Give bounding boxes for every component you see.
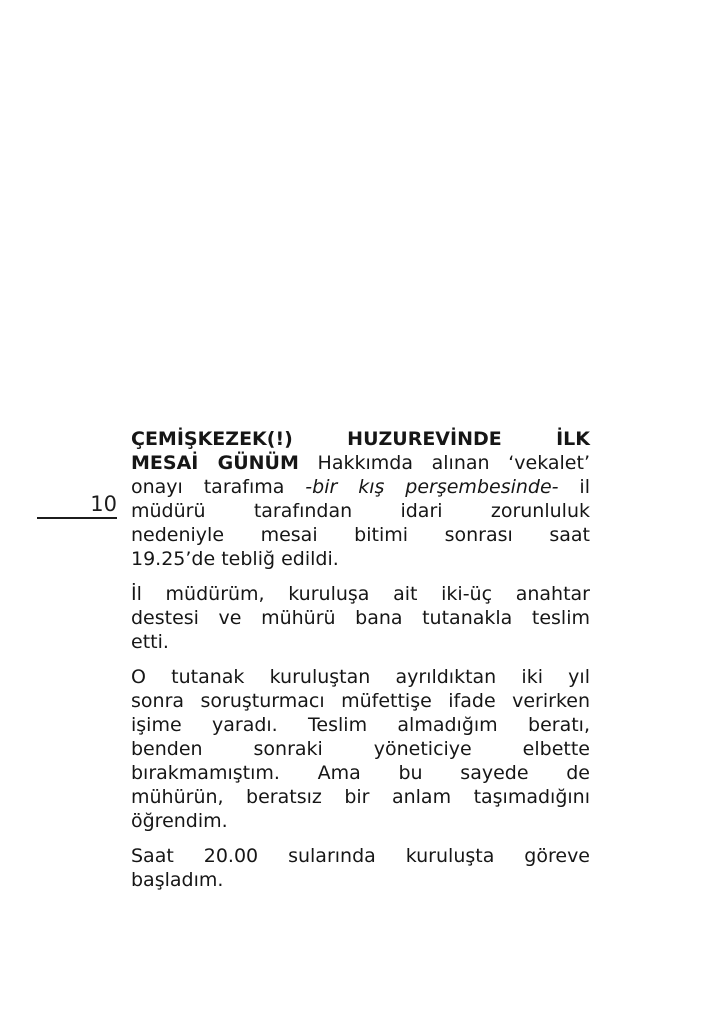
text-line	[131, 689, 590, 713]
paragraph	[131, 427, 590, 571]
body-text: öğrendim.	[131, 810, 228, 832]
text-line	[131, 427, 590, 451]
body-text: başladım.	[131, 869, 224, 891]
text-line	[131, 606, 590, 630]
body-text: etti.	[131, 631, 169, 653]
text-line	[131, 582, 590, 606]
heading-text: ÇEMİŞKEZEK(!) HUZUREVİNDE İLK	[131, 428, 590, 450]
text-line	[131, 547, 590, 571]
italic-text: -bir kış perşembesinde-	[305, 476, 559, 498]
body-text: bırakmamıştım. Ama bu sayede de	[131, 762, 590, 784]
text-line	[131, 809, 590, 833]
text-line	[131, 665, 590, 689]
body-text: mühürün, beratsız bir anlam taşımadığını	[131, 786, 590, 808]
body-text: il	[558, 476, 590, 498]
body-text: onayı tarafıma	[131, 476, 306, 498]
text-line	[131, 868, 590, 892]
body-text: O tutanak kuruluştan ayrıldıktan iki yıl	[131, 666, 590, 688]
text-line	[131, 761, 590, 785]
paragraph	[131, 844, 590, 892]
text-line	[131, 523, 590, 547]
text-line	[131, 713, 590, 737]
body-text: sonra soruşturmacı müfettişe ifade verirken	[131, 690, 590, 712]
body-text: 19.25’de tebliğ edildi.	[131, 548, 339, 570]
text-line	[131, 737, 590, 761]
body-text: benden sonraki yöneticiye elbette	[131, 738, 590, 760]
page-number-rule	[37, 493, 117, 519]
text-line	[131, 475, 590, 499]
body-text: müdürü tarafından idari zorunluluk	[131, 500, 590, 522]
body-text: destesi ve mühürü bana tutanakla teslim	[131, 607, 590, 629]
body-text: İl müdürüm, kuruluşa ait iki-üç anahtar	[131, 583, 590, 605]
text-line	[131, 785, 590, 809]
text-line	[131, 499, 590, 523]
text-line	[131, 451, 590, 475]
paragraph	[131, 582, 590, 654]
body-text: işime yaradı. Teslim almadığım beratı,	[131, 714, 590, 736]
paragraph	[131, 665, 590, 833]
text-block	[131, 427, 590, 903]
text-line	[131, 844, 590, 868]
body-text: Saat 20.00 sularında kuruluşta göreve	[131, 845, 590, 867]
body-text: Hakkımda alınan ‘vekalet’	[298, 452, 590, 474]
body-text: nedeniyle mesai bitimi sonrası saat	[131, 524, 590, 546]
text-line	[131, 630, 590, 654]
page-number: 10	[90, 492, 117, 516]
heading-text: MESAİ GÜNÜM	[131, 452, 299, 474]
